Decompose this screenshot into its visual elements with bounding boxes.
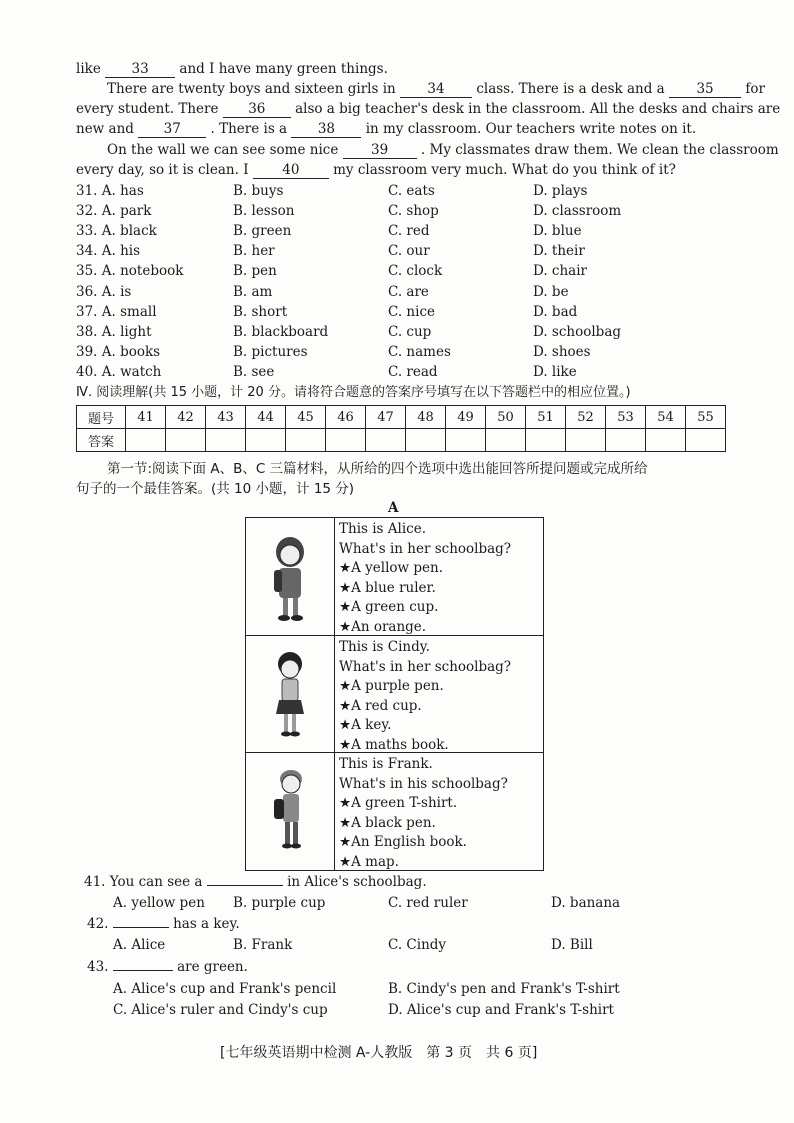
card-intro: This is Frank. [339, 756, 433, 772]
option-38-b: B. blackboard [233, 324, 329, 340]
option-36-a: 36. A. is [76, 284, 132, 300]
passage-line-4 [76, 121, 696, 138]
card-question: What's in her schoolbag? [339, 540, 512, 557]
schoolbag-info-box [245, 517, 544, 871]
text: . My classmates draw them. We clean the classroom [420, 142, 779, 158]
option-31-d: D. plays [533, 183, 588, 199]
text: every student. There [76, 101, 219, 117]
option-38-a: 38. A. light [76, 324, 152, 340]
q42-option-c[interactable]: C. Cindy [388, 937, 447, 953]
card-item: ★An orange. [339, 618, 427, 635]
page-footer: [七年级英语期中检测 A-人教版 第 3 页 共 6 页] [220, 1045, 538, 1061]
q42-option-a[interactable]: A. Alice [113, 937, 166, 953]
passage-line-1 [76, 61, 388, 78]
option-35-c: C. clock [388, 263, 443, 279]
question-43-number: 43. [87, 959, 109, 975]
option-33-d: D. blue [533, 223, 582, 239]
option-39-b: B. pictures [233, 344, 308, 360]
answer-table-number-row [77, 406, 726, 429]
answer-cell[interactable] [246, 429, 286, 452]
q42-option-d[interactable]: D. Bill [551, 937, 593, 953]
table-header-number: 题号 [77, 406, 126, 429]
card-intro: This is Cindy. [339, 639, 430, 655]
part-1-instruction-line-2: 句子的一个最佳答案。(共 10 小题，计 15 分) [76, 481, 355, 497]
answer-cell[interactable] [526, 429, 566, 452]
question-42 [87, 916, 240, 932]
option-39-d: D. shoes [533, 344, 591, 360]
option-37-a: 37. A. small [76, 304, 157, 320]
passage-line-5 [107, 142, 779, 159]
text: . There is a [210, 121, 288, 137]
table-number-52: 52 [566, 406, 606, 429]
table-number-49: 49 [446, 406, 486, 429]
answer-cell[interactable] [206, 429, 246, 452]
card-item: ★A blue ruler. [339, 579, 436, 596]
blank-40: 40 [253, 162, 329, 179]
text: On the wall we can see some nice [107, 142, 339, 158]
card-item: ★A red cup. [339, 697, 422, 714]
passage-line-2 [107, 81, 765, 98]
q41-option-a[interactable]: A. yellow pen [113, 895, 205, 911]
answer-cell[interactable] [686, 429, 726, 452]
table-number-44: 44 [246, 406, 286, 429]
answer-blank[interactable] [113, 970, 173, 971]
option-37-b: B. short [233, 304, 288, 320]
table-number-43: 43 [206, 406, 246, 429]
option-34-c: C. our [388, 243, 430, 259]
text: also a big teacher's desk in the classroom. All the desks and chairs are [295, 101, 781, 117]
option-32-a: 32. A. park [76, 203, 152, 219]
blank-37: 37 [138, 121, 206, 138]
q41-option-d[interactable]: D. banana [551, 895, 621, 911]
answer-cell[interactable] [366, 429, 406, 452]
table-header-answer: 答案 [77, 429, 126, 452]
cindy-picture [246, 636, 335, 753]
table-number-48: 48 [406, 406, 446, 429]
blank-34: 34 [400, 81, 472, 98]
answer-blank[interactable] [207, 885, 283, 886]
answer-cell[interactable] [566, 429, 606, 452]
card-item: ★An English book. [339, 834, 467, 850]
table-number-51: 51 [526, 406, 566, 429]
option-36-c: C. are [388, 284, 429, 300]
blank-35: 35 [669, 81, 741, 98]
card-item: ★A maths book. [339, 736, 449, 753]
table-number-54: 54 [646, 406, 686, 429]
answer-blank[interactable] [113, 927, 169, 928]
passage-line-6 [76, 162, 676, 179]
card-question: What's in his schoolbag? [339, 775, 508, 792]
blank-39: 39 [343, 142, 417, 159]
table-number-42: 42 [166, 406, 206, 429]
text: in my classroom. Our teachers write notes on it. [365, 121, 697, 137]
table-number-50: 50 [486, 406, 526, 429]
q41-option-b[interactable]: B. purple cup [233, 895, 326, 911]
answer-table [76, 405, 726, 452]
table-number-47: 47 [366, 406, 406, 429]
card-item: ★A purple pen. [339, 678, 444, 694]
option-32-b: B. lesson [233, 203, 295, 219]
blank-33: 33 [105, 61, 175, 78]
option-37-d: D. bad [533, 304, 578, 320]
option-31-c: C. eats [388, 183, 435, 199]
card-question: What's in her schoolbag? [339, 658, 512, 675]
text: my classroom very much. What do you think of it? [333, 162, 676, 178]
table-number-55: 55 [686, 406, 726, 429]
question-41-stem-end: in Alice's schoolbag. [287, 874, 427, 890]
option-35-d: D. chair [533, 263, 587, 279]
card-text [339, 638, 511, 755]
q43-option-c[interactable]: C. Alice's ruler and Cindy's cup [113, 1002, 328, 1018]
table-number-45: 45 [286, 406, 326, 429]
option-33-b: B. green [233, 223, 292, 239]
frank-picture [246, 753, 335, 871]
blank-36: 36 [223, 101, 291, 118]
option-34-a: 34. A. his [76, 243, 141, 259]
text: every day, so it is clean. I [76, 162, 249, 178]
q43-option-a[interactable]: A. Alice's cup and Frank's pencil [113, 981, 337, 997]
card-alice [246, 518, 543, 635]
answer-cell[interactable] [606, 429, 646, 452]
card-frank [246, 752, 543, 871]
text: new and [76, 121, 134, 137]
passage-letter-a: A [388, 500, 399, 516]
q43-option-d[interactable]: D. Alice's cup and Frank's T-shirt [388, 1002, 614, 1018]
card-text [339, 520, 511, 637]
q41-option-c[interactable]: C. red ruler [388, 895, 468, 911]
answer-table-answer-row [77, 429, 726, 452]
text: like [76, 61, 101, 77]
answer-cell[interactable] [326, 429, 366, 452]
q43-option-b[interactable]: B. Cindy's pen and Frank's T-shirt [388, 981, 620, 997]
answer-cell[interactable] [486, 429, 526, 452]
option-31-b: B. buys [233, 183, 284, 199]
option-34-b: B. her [233, 243, 275, 259]
question-43 [87, 959, 248, 975]
card-item: ★A map. [339, 853, 399, 870]
option-33-c: C. red [388, 223, 430, 239]
text: and I have many green things. [179, 61, 388, 77]
card-cindy [246, 635, 543, 753]
card-item: ★A key. [339, 717, 392, 733]
table-number-46: 46 [326, 406, 366, 429]
option-38-d: D. schoolbag [533, 324, 622, 340]
option-40-a: 40. A. watch [76, 364, 162, 380]
question-42-stem: has a key. [173, 916, 240, 932]
q42-option-b[interactable]: B. Frank [233, 937, 293, 953]
answer-cell[interactable] [286, 429, 326, 452]
card-item: ★A yellow pen. [339, 560, 443, 576]
option-32-d: D. classroom [533, 203, 622, 219]
option-36-d: D. be [533, 284, 569, 300]
option-35-a: 35. A. notebook [76, 263, 184, 279]
answer-cell[interactable] [126, 429, 166, 452]
section-4-title: Ⅳ. 阅读理解(共 15 小题，计 20 分。请将符合题意的答案序号填写在以下答题栏中的相应位置。) [76, 385, 631, 400]
option-32-c: C. shop [388, 203, 439, 219]
answer-cell[interactable] [446, 429, 486, 452]
alice-picture [246, 518, 335, 635]
option-38-c: C. cup [388, 324, 432, 340]
text: class. There is a desk and a [476, 81, 665, 97]
answer-cell[interactable] [406, 429, 446, 452]
option-36-b: B. am [233, 284, 273, 300]
option-40-b: B. see [233, 364, 275, 380]
option-39-c: C. names [388, 344, 451, 360]
text: for [745, 81, 765, 97]
option-40-d: D. like [533, 364, 577, 380]
question-43-stem: are green. [177, 959, 248, 975]
question-41-stem: 41. You can see a [84, 874, 203, 890]
passage-line-3 [76, 101, 780, 118]
question-42-number: 42. [87, 916, 109, 932]
part-1-instruction-line-1: 第一节:阅读下面 A、B、C 三篇材料，从所给的四个选项中选出能回答所提问题或完成所给 [107, 461, 648, 477]
table-number-53: 53 [606, 406, 646, 429]
card-item: ★A black pen. [339, 814, 436, 831]
option-40-c: C. read [388, 364, 438, 380]
blank-38: 38 [291, 121, 361, 138]
card-item: ★A green cup. [339, 599, 439, 615]
card-item: ★A green T-shirt. [339, 795, 458, 811]
answer-cell[interactable] [166, 429, 206, 452]
option-37-c: C. nice [388, 304, 435, 320]
option-33-a: 33. A. black [76, 223, 157, 239]
text: There are twenty boys and sixteen girls in [107, 81, 396, 97]
table-number-41: 41 [126, 406, 166, 429]
option-31-a: 31. A. has [76, 183, 144, 199]
option-39-a: 39. A. books [76, 344, 161, 360]
option-34-d: D. their [533, 243, 585, 259]
answer-cell[interactable] [646, 429, 686, 452]
card-intro: This is Alice. [339, 521, 426, 537]
question-41 [84, 874, 427, 890]
card-text [339, 755, 508, 872]
option-35-b: B. pen [233, 263, 277, 279]
